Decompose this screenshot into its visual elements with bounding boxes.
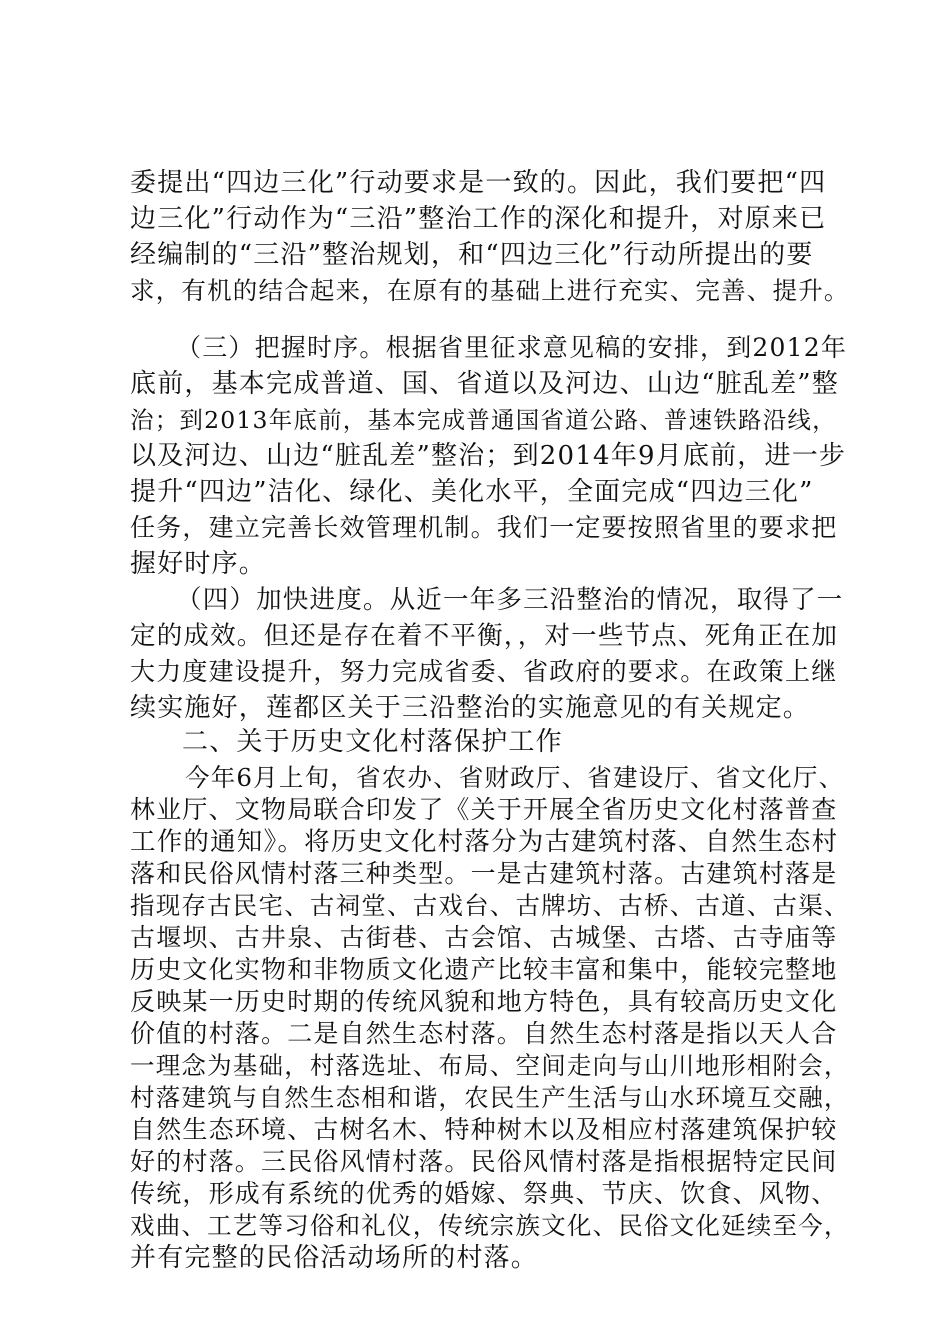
body-text-line: 落和民俗风情村落三种类型。一是古建筑村落。古建筑村落是 xyxy=(130,859,838,888)
body-text-line: 指现存古民宅、古祠堂、古戏台、古牌坊、古桥、古道、古渠、 xyxy=(130,891,850,920)
body-text-line: 价值的村落。二是自然生态村落。自然生态村落是指以天人合 xyxy=(130,1019,838,1048)
body-text-line: 古堰坝、古井泉、古街巷、古会馆、古城堡、古塔、古寺庙等 xyxy=(130,923,838,952)
body-text-line: （四）加快进度。从近一年多三沿整治的情况，取得了一 xyxy=(176,585,844,615)
body-text-line: 以及河边、山边“脏乱差”整治；到2014年9月底前，进一步 xyxy=(130,441,847,471)
body-text-line: 好的村落。三民俗风情村落。民俗风情村落是指根据特定民间 xyxy=(130,1147,838,1176)
body-text-line: 提升“四边”洁化、绿化、美化水平，全面完成“四边三化” xyxy=(130,477,814,507)
body-text-line: 自然生态环境、古树名木、特种树木以及相应村落建筑保护较 xyxy=(130,1115,838,1144)
body-text-line: 大力度建设提升，努力完成省委、省政府的要求。在政策上继 xyxy=(130,657,838,686)
body-text-line: 村落建筑与自然生态相和谐，农民生产生活与山水环境互交融， xyxy=(130,1083,850,1112)
body-text-line: 边三化”行动作为“三沿”整治工作的深化和提升，对原来已 xyxy=(130,204,827,234)
body-text-line: 反映某一历史时期的传统风貌和地方特色，具有较高历史文化 xyxy=(130,987,838,1016)
body-text-line: 求，有机的结合起来，在原有的基础上进行充实、完善、提升。 xyxy=(130,276,850,305)
body-text-line: 经编制的“三沿”整治规划，和“四边三化”行动所提出的要 xyxy=(130,240,814,270)
body-text-line: 戏曲、工艺等习俗和礼仪，传统宗族文化、民俗文化延续至今， xyxy=(130,1211,850,1240)
body-text-line: 治；到2013年底前，基本完成普通国省道公路、普速铁路沿线， xyxy=(130,406,837,434)
body-text-line: 定的成效。但还是存在着不平衡，，对一些节点、死角正在加 xyxy=(130,621,839,651)
body-text-line: 林业厅、文物局联合印发了《关于开展全省历史文化村落普查 xyxy=(130,795,838,824)
body-text-line: 委提出“四边三化”行动要求是一致的。因此，我们要把“四 xyxy=(130,168,827,198)
body-text-line: 并有完整的民俗活动场所的村落。 xyxy=(130,1243,539,1273)
body-text-line: 传统，形成有系统的优秀的婚嫁、祭典、节庆、饮食、风物、 xyxy=(130,1179,838,1208)
body-text-line: 续实施好，莲都区关于三沿整治的实施意见的有关规定。 xyxy=(130,693,811,723)
body-text-line: 工作的通知》。将历史文化村落分为古建筑村落、自然生态村 xyxy=(130,827,839,857)
body-text-line: 一理念为基础，村落选址、布局、空间走向与山川地形相附会， xyxy=(130,1051,850,1080)
body-text-line: （三）把握时序。根据省里征求意见稿的安排，到2012年 xyxy=(176,333,848,362)
body-text-line: 今年6月上旬，省农办、省财政厅、省建设厅、省文化厅、 xyxy=(185,763,845,792)
section-heading: 二、关于历史文化村落保护工作 xyxy=(182,727,563,757)
body-text-line: 底前，基本完成普道、国、省道以及河边、山边“脏乱差”整 xyxy=(130,369,839,399)
body-text-line: 任务，建立完善长效管理机制。我们一定要按照省里的要求把 xyxy=(130,513,838,542)
body-text-line: 握好时序。 xyxy=(130,549,267,579)
body-text-line: 历史文化实物和非物质文化遗产比较丰富和集中，能较完整地 xyxy=(130,955,838,984)
